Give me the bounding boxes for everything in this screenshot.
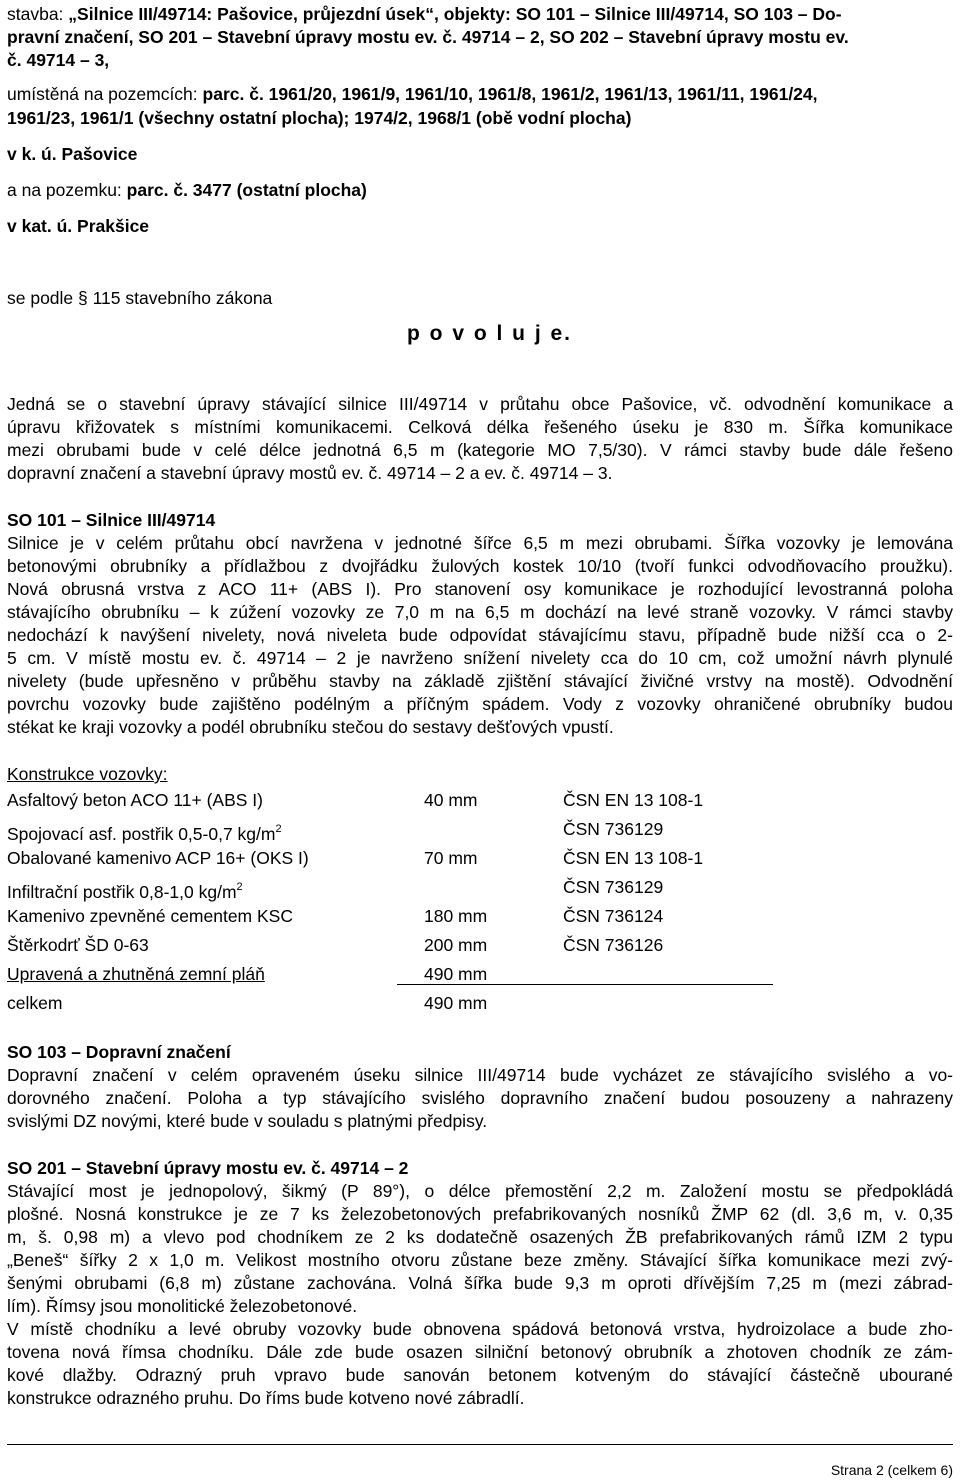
- so103-title: SO 103 – Dopravní značení: [7, 1042, 231, 1062]
- umisteni-label: umístěná na pozemcích:: [7, 84, 203, 104]
- umisteni-parcels-1: parc. č. 1961/20, 1961/9, 1961/10, 1961/8, 1961/2, 1961/13, 1961/11, 1961/24,: [202, 84, 818, 104]
- so201-line: šenými obrubami (6,8 m) zůstane zachována. Volná šířka bude 9,3 m oproti dřívějším 7,25 m (mezi zábrad-: [7, 1273, 953, 1293]
- layer-thickness: 40 mm: [424, 790, 478, 810]
- intro-line: Jedná se o stavební úpravy stávající silnice III/49714 v průtahu obce Pašovice, vč. odvodnění komunikace a: [7, 394, 953, 414]
- so101-line: povrchu vozovky bude zajištěno podélným a příčným spádem. Vody z vozovky ohraničené obrubníky budou: [7, 694, 953, 714]
- pozemek-parcel: parc. č. 3477 (ostatní plocha): [126, 180, 367, 200]
- layer-unit-sup: 2: [236, 881, 243, 893]
- so101-line: Nová obrusná vrstva z ACO 11+ (ABS I). Pro stanovení osy komunikace je rozhodující levostranná poloha: [7, 579, 953, 599]
- layer-name: Štěrkodrť ŠD 0-63: [7, 935, 149, 955]
- layer-name: celkem: [7, 993, 63, 1013]
- layer-norm: ČSN 736124: [563, 906, 664, 926]
- so101-line: stávajícího obrubníku – k zúžení vozovky ze 7,0 m na 6,5 m dochází na levé straně vozovky. V rámci stavby: [7, 602, 953, 622]
- so201-line: lím). Římsy jsou monolitické železobetonové.: [7, 1296, 358, 1316]
- so201-line: kové dlažby. Odrazný pruh vpravo bude sanován betonem kotveným do stávající částečně ubourané: [7, 1365, 953, 1385]
- layer-thickness: 180 mm: [424, 906, 488, 926]
- stavba-title: „Silnice III/49714: Pašovice, průjezdní úsek“, objekty: SO 101 – Silnice III/49714, SO 103 – Do-: [68, 4, 842, 24]
- layer-name: Obalované kamenivo ACP 16+ (OKS I): [7, 848, 309, 868]
- layer-name-wrap: [7, 876, 243, 903]
- intro-line: mezi obrubami bude v celé délce jednotná 6,5 m (kategorie MO 7,5/30). V rámci stavby bude dále řešeno: [7, 440, 953, 460]
- sum-rule: [397, 984, 773, 985]
- layer-norm: ČSN 736126: [563, 935, 664, 955]
- layer-norm: ČSN 736129: [563, 877, 664, 897]
- stavba-line-1: [7, 3, 842, 25]
- intro-line: úpravu křižovatek s místními komunikacemi. Celková délka řešeného úseku je 830 m. Šířka komunikace: [7, 417, 953, 437]
- stavba-line-3: č. 49714 – 3,: [7, 50, 110, 70]
- stavba-label: stavba:: [7, 4, 69, 24]
- layer-thickness: 490 mm: [424, 993, 488, 1013]
- layer-name-wrap: [7, 818, 282, 845]
- umisteni-line-2: 1961/23, 1961/1 (všechny ostatní plocha); 1974/2, 1968/1 (obě vodní plocha): [7, 108, 632, 128]
- footer-divider: [7, 1444, 953, 1445]
- ku-pasovice: v k. ú. Pašovice: [7, 144, 138, 164]
- layer-thickness: 490 mm: [424, 964, 488, 984]
- so101-line: nedochází k navýšení nivelety, nová niveleta bude odpovídat stávajícímu stavu, případně bude nižší cca o 2-: [7, 625, 953, 645]
- so101-line: nivelety (bude upřesněno v průběhu stavby na základě zjištění stávající živičné vrstvy na mostě). Odvodnění: [7, 671, 953, 691]
- so101-line: betonovými obrubníky a přídlažbou z dvojřádku žulových kostek 10/10 (tvoří funkci odvodňovacího proužku).: [7, 556, 953, 576]
- so201-line: plošné. Nosná konstrukce je ze 7 ks železobetonových prefabrikovaných nosníků ŽMP 62 (dl. 3,6 m, v. 0,35: [7, 1204, 953, 1224]
- layer-thickness: 200 mm: [424, 935, 488, 955]
- intro-line: dopravní značení a stavební úpravy mostů ev. č. 49714 – 2 a ev. č. 49714 – 3.: [7, 463, 613, 483]
- so101-title: SO 101 – Silnice III/49714: [7, 510, 216, 530]
- page-number: Strana 2 (celkem 6): [830, 1462, 953, 1478]
- layer-name: Upravená a zhutněná zemní pláň: [7, 964, 265, 984]
- ku-praksice: v kat. ú. Prakšice: [7, 216, 150, 236]
- zakon-line: se podle § 115 stavebního zákona: [7, 288, 273, 308]
- so103-line: Dopravní značení v celém opraveném úseku silnice III/49714 bude vycházet ze stávajícího svislého a vo-: [7, 1065, 953, 1085]
- konstrukce-heading: Konstrukce vozovky:: [7, 764, 168, 784]
- layer-name: Kamenivo zpevněné cementem KSC: [7, 906, 293, 926]
- layer-name: Infiltrační postřik 0,8-1,0 kg/m: [7, 882, 237, 902]
- so101-line: 5 cm. V místě mostu ev. č. 49714 – 2 je navrženo snížení nivelety cca do 10 cm, což umožní návrh plynulé: [7, 648, 953, 668]
- layer-name: Spojovací asf. postřik 0,5-0,7 kg/m: [7, 824, 276, 844]
- so201-line: „Beneš“ šířky 2 x 1,0 m. Velikost mostního otvoru zůstane beze změny. Stávající šířka komunikace mezi zvý-: [7, 1250, 953, 1270]
- so103-line: dorovného značení. Poloha a typ stávajícího svislého dopravního značení budou posouzeny a nahrazeny: [7, 1088, 953, 1108]
- so101-line: stékat ke kraji vozovky a podél obrubníku stečou do sestavy dešťových vpustí.: [7, 717, 614, 737]
- so201-line: V místě chodníku a levé obruby vozovky bude obnovena spádová betonová vrstva, hydroizolace a bude zho-: [7, 1319, 953, 1339]
- so103-line: svislými DZ novými, které bude v souladu s platnými předpisy.: [7, 1111, 488, 1131]
- so201-line: konstrukce odrazného pruhu. Do říms bude kotveno nové zábradlí.: [7, 1388, 525, 1408]
- stavba-line-2: pravní značení, SO 201 – Stavební úpravy mostu ev. č. 49714 – 2, SO 202 – Stavební úpravy mostu ev.: [7, 27, 849, 47]
- pozemek-line: [7, 179, 367, 201]
- layer-thickness: 70 mm: [424, 848, 478, 868]
- so201-line: tovena nová římsa chodníku. Dále zde bude osazen silniční betonový obrubník a zhotoven chodník ze zám-: [7, 1342, 953, 1362]
- so101-line: Silnice je v celém průtahu obcí navržena v jednotné šířce 6,5 m mezi obrubami. Šířka vozovky je lemována: [7, 533, 953, 553]
- layer-norm: ČSN EN 13 108-1: [563, 790, 704, 810]
- so201-line: m, š. 0,98 m) a vlevo pod chodníkem ze 2 ks dodatečně osazených ŽB prefabrikovaných rámů IZM 2 typu: [7, 1227, 953, 1247]
- layer-unit-sup: 2: [275, 823, 282, 835]
- pozemek-label: a na pozemku:: [7, 180, 127, 200]
- layer-name: Asfaltový beton ACO 11+ (ABS I): [7, 790, 263, 810]
- umisteni-line-1: [7, 83, 818, 105]
- so201-title: SO 201 – Stavební úpravy mostu ev. č. 49714 – 2: [7, 1158, 409, 1178]
- layer-norm: ČSN 736129: [563, 819, 664, 839]
- so201-line: Stávající most je jednopolový, šikmý (P 89°), o délce přemostění 2,2 m. Založení mostu se předpokládá: [7, 1181, 953, 1201]
- layer-norm: ČSN EN 13 108-1: [563, 848, 704, 868]
- povoluje-heading: p o v o l u j e.: [407, 322, 573, 345]
